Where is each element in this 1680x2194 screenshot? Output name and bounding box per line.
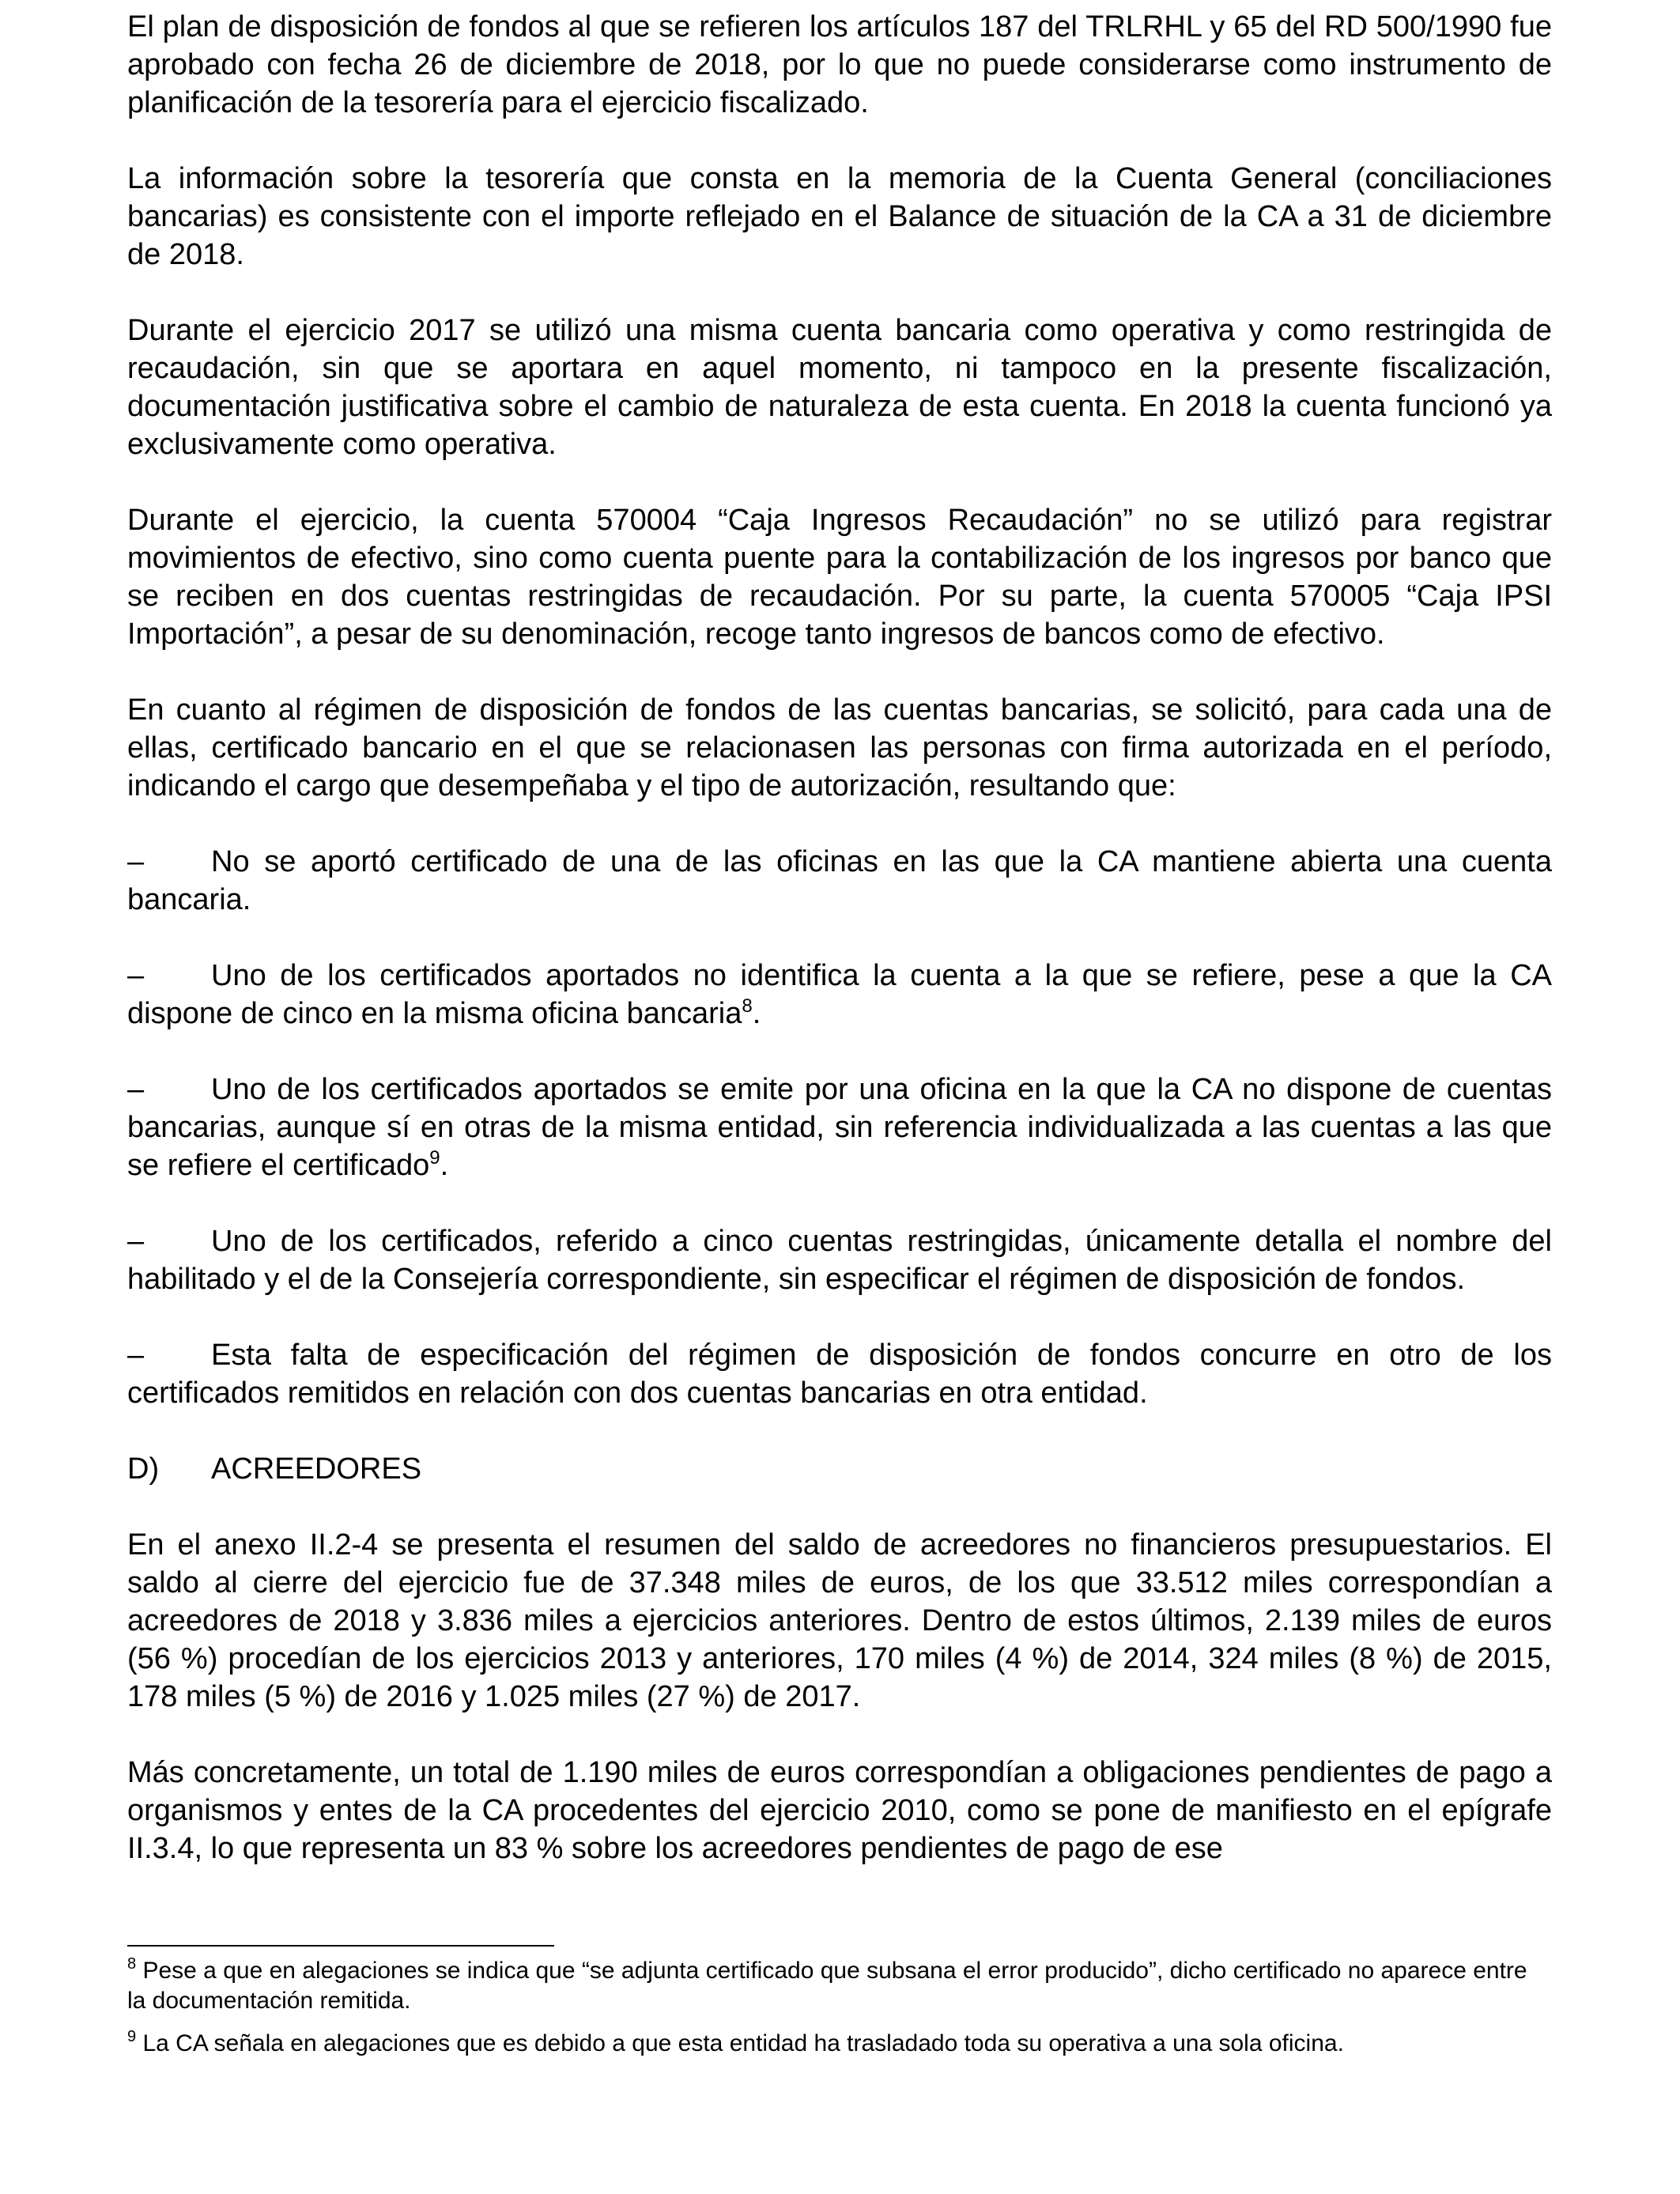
footnote-text: Pese a que en alegaciones se indica que “se adjunta certificado que subsana el error producido”, dicho certificado no aparece entre la documentación remitida. (127, 1958, 1527, 2014)
bullet-text: Uno de los certificados aportados se emite por una oficina en la que la CA no dispone de cuentas bancarias, aunque sí en otras de la misma entidad, sin referencia individualizada a las cuentas a las que se refiere el certificado (127, 1073, 1552, 1182)
bullet-text: Esta falta de especificación del régimen de disposición de fondos concurre en otro de los certificados remitidos en relación con dos cuentas bancarias en otra entidad. (127, 1339, 1552, 1410)
document-body (127, 8, 1552, 1905)
dash-marker: – (127, 1339, 145, 1372)
bullet-text: Uno de los certificados, referido a cinco cuentas restringidas, únicamente detalla el nombre del habilitado y el de la Consejería correspondiente, sin especificar el régimen de disposición de fondos. (127, 1225, 1552, 1296)
section-title: ACREEDORES (211, 1452, 422, 1486)
footnote-separator (127, 1945, 554, 1947)
bullet-text-end: . (752, 997, 761, 1030)
paragraph: Más concretamente, un total de 1.190 miles de euros correspondían a obligaciones pendientes de pago a organismos y entes de la CA procedentes del ejercicio 2010, como se pone de manifiesto en el epígrafe II.3.4, lo que representa un 83 % sobre los acreedores pendientes de pago de ese (127, 1756, 1552, 1865)
footnote-ref[interactable]: 9 (429, 1147, 440, 1169)
dash-marker: – (127, 959, 145, 992)
footnote-ref[interactable]: 8 (742, 995, 753, 1017)
dash-marker: – (127, 845, 145, 878)
section-number: D) (127, 1452, 160, 1486)
bullet-item (127, 957, 1552, 1033)
footnote-text: La CA señala en alegaciones que es debido a que esta entidad ha trasladado toda su operativa a una sola oficina. (142, 2030, 1344, 2056)
footnote (127, 2029, 1552, 2059)
paragraph: En cuanto al régimen de disposición de fondos de las cuentas bancarias, se solicitó, para cada una de ellas, certificado bancario en el que se relacionasen las personas con firma autorizada en el período, indicando el cargo que desempeñaba y el tipo de autorización, resultando que: (127, 693, 1552, 802)
bullet-item (127, 843, 1552, 919)
bullet-text: No se aportó certificado de una de las oficinas en las que la CA mantiene abierta una cuenta bancaria. (127, 845, 1552, 916)
paragraph: La información sobre la tesorería que consta en la memoria de la Cuenta General (conciliaciones bancarias) es consistente con el importe reflejado en el Balance de situación de la CA a 31 de diciembre de 2018. (127, 162, 1552, 271)
paragraph: En el anexo II.2-4 se presenta el resumen del saldo de acreedores no financieros presupuestarios. El saldo al cierre del ejercicio fue de 37.348 miles de euros, de los que 33.512 miles correspondían a acreedores de 2018 y 3.836 miles a ejercicios anteriores. Dentro de estos últimos, 2.139 miles de euros (56 %) procedían de los ejercicios 2013 y anteriores, 170 miles (4 %) de 2014, 324 miles (8 %) de 2015, 178 miles (5 %) de 2016 y 1.025 miles (27 %) de 2017. (127, 1528, 1552, 1713)
bullet-text: Uno de los certificados aportados no identifica la cuenta a la que se refiere, pese a que la CA dispone de cinco en la misma oficina bancaria (127, 959, 1552, 1030)
paragraph: El plan de disposición de fondos al que se refieren los artículos 187 del TRLRHL y 65 del RD 500/1990 fue aprobado con fecha 26 de diciembre de 2018, por lo que no puede considerarse como instrumento de planificación de la tesorería para el ejercicio fiscalizado. (127, 10, 1552, 119)
dash-marker: – (127, 1225, 145, 1258)
paragraph: Durante el ejercicio 2017 se utilizó una misma cuenta bancaria como operativa y como restringida de recaudación, sin que se aportara en aquel momento, ni tampoco en la presente fiscalización, documentación justificativa sobre el cambio de naturaleza de esta cuenta. En 2018 la cuenta funcionó ya exclusivamente como operativa. (127, 314, 1552, 461)
dash-marker: – (127, 1073, 145, 1106)
bullet-item (127, 1071, 1552, 1184)
bullet-item (127, 1336, 1552, 1412)
footnotes (127, 1945, 1552, 2071)
section-heading (127, 1450, 1552, 1488)
bullet-text-end: . (440, 1149, 449, 1182)
footnote (127, 1956, 1552, 2016)
footnote-number: 8 (127, 1955, 137, 1973)
paragraph: Durante el ejercicio, la cuenta 570004 “Caja Ingresos Recaudación” no se utilizó para registrar movimientos de efectivo, sino como cuenta puente para la contabilización de los ingresos por banco que se reciben en dos cuentas restringidas de recaudación. Por su parte, la cuenta 570005 “Caja IPSI Importación”, a pesar de su denominación, recoge tanto ingresos de bancos como de efectivo. (127, 504, 1552, 651)
bullet-item (127, 1222, 1552, 1298)
footnote-number: 9 (127, 2028, 137, 2045)
